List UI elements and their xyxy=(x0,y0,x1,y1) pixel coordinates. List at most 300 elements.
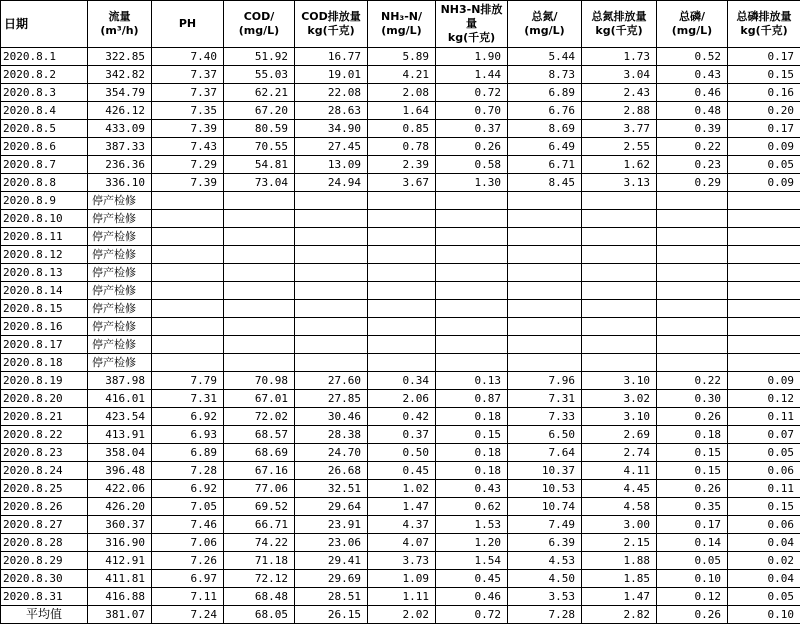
value-cell: 4.21 xyxy=(368,66,436,84)
value-cell: 3.10 xyxy=(582,408,657,426)
date-cell: 2020.8.18 xyxy=(1,354,88,372)
value-cell: 72.02 xyxy=(224,408,295,426)
date-cell: 2020.8.4 xyxy=(1,102,88,120)
value-cell: 6.92 xyxy=(152,408,224,426)
value-cell: 6.49 xyxy=(508,138,582,156)
header-text-line: kg(千克) xyxy=(307,24,355,37)
average-value-cell: 0.26 xyxy=(657,606,728,624)
value-cell: 0.50 xyxy=(368,444,436,462)
date-cell: 2020.8.9 xyxy=(1,192,88,210)
value-cell: 19.01 xyxy=(295,66,368,84)
empty-cell xyxy=(436,192,508,210)
header-text-line: PH xyxy=(178,17,197,30)
table-row xyxy=(1,120,800,138)
value-cell: 0.85 xyxy=(368,120,436,138)
maintenance-note-cell: 停产检修 xyxy=(88,210,152,228)
maintenance-note-cell: 停产检修 xyxy=(88,192,152,210)
header-text-line: 总磷排放量 xyxy=(736,10,792,23)
value-cell: 22.08 xyxy=(295,84,368,102)
value-cell: 4.50 xyxy=(508,570,582,588)
value-cell: 0.87 xyxy=(436,390,508,408)
average-value-cell: 7.24 xyxy=(152,606,224,624)
empty-cell xyxy=(436,210,508,228)
value-cell: 3.10 xyxy=(582,372,657,390)
table-row xyxy=(1,372,800,390)
value-cell: 1.02 xyxy=(368,480,436,498)
value-cell: 0.37 xyxy=(436,120,508,138)
value-cell: 7.37 xyxy=(152,66,224,84)
value-cell: 10.37 xyxy=(508,462,582,480)
empty-cell xyxy=(295,354,368,372)
table-row xyxy=(1,570,800,588)
empty-cell xyxy=(436,228,508,246)
value-cell: 0.12 xyxy=(657,588,728,606)
empty-cell xyxy=(368,192,436,210)
value-cell: 0.15 xyxy=(728,66,800,84)
value-cell: 433.09 xyxy=(88,120,152,138)
value-cell: 416.88 xyxy=(88,588,152,606)
value-cell: 3.02 xyxy=(582,390,657,408)
maintenance-note-cell: 停产检修 xyxy=(88,228,152,246)
value-cell: 2.74 xyxy=(582,444,657,462)
empty-cell xyxy=(728,264,800,282)
table-row xyxy=(1,66,800,84)
empty-cell xyxy=(368,264,436,282)
value-cell: 354.79 xyxy=(88,84,152,102)
header-text-line: 总氮排放量 xyxy=(591,10,647,23)
value-cell: 0.13 xyxy=(436,372,508,390)
value-cell: 0.45 xyxy=(436,570,508,588)
date-cell: 2020.8.22 xyxy=(1,426,88,444)
header-flow xyxy=(88,1,152,48)
value-cell: 6.93 xyxy=(152,426,224,444)
date-cell: 2020.8.7 xyxy=(1,156,88,174)
table-row xyxy=(1,588,800,606)
value-cell: 1.90 xyxy=(436,48,508,66)
value-cell: 236.36 xyxy=(88,156,152,174)
empty-cell xyxy=(152,336,224,354)
empty-cell xyxy=(508,282,582,300)
date-cell: 2020.8.28 xyxy=(1,534,88,552)
value-cell: 26.68 xyxy=(295,462,368,480)
value-cell: 0.23 xyxy=(657,156,728,174)
value-cell: 0.04 xyxy=(728,534,800,552)
value-cell: 10.74 xyxy=(508,498,582,516)
average-value-cell: 2.82 xyxy=(582,606,657,624)
value-cell: 426.20 xyxy=(88,498,152,516)
empty-cell xyxy=(728,210,800,228)
table-row xyxy=(1,138,800,156)
table-row xyxy=(1,426,800,444)
value-cell: 7.05 xyxy=(152,498,224,516)
value-cell: 7.06 xyxy=(152,534,224,552)
empty-cell xyxy=(368,246,436,264)
empty-cell xyxy=(295,318,368,336)
empty-cell xyxy=(436,336,508,354)
value-cell: 0.15 xyxy=(657,462,728,480)
value-cell: 28.38 xyxy=(295,426,368,444)
value-cell: 7.64 xyxy=(508,444,582,462)
header-text-line: kg(千克) xyxy=(595,24,643,37)
empty-cell xyxy=(295,300,368,318)
value-cell: 416.01 xyxy=(88,390,152,408)
value-cell: 0.43 xyxy=(657,66,728,84)
value-cell: 3.00 xyxy=(582,516,657,534)
date-cell: 2020.8.31 xyxy=(1,588,88,606)
value-cell: 0.46 xyxy=(657,84,728,102)
empty-cell xyxy=(657,210,728,228)
date-cell: 2020.8.10 xyxy=(1,210,88,228)
value-cell: 0.17 xyxy=(728,48,800,66)
value-cell: 6.50 xyxy=(508,426,582,444)
value-cell: 0.05 xyxy=(728,156,800,174)
value-cell: 0.15 xyxy=(728,498,800,516)
maintenance-note-cell: 停产检修 xyxy=(88,264,152,282)
value-cell: 2.88 xyxy=(582,102,657,120)
header-text-line: COD/ xyxy=(243,10,275,23)
date-cell: 2020.8.30 xyxy=(1,570,88,588)
value-cell: 0.72 xyxy=(436,84,508,102)
value-cell: 0.09 xyxy=(728,174,800,192)
date-cell: 2020.8.6 xyxy=(1,138,88,156)
average-value-cell: 381.07 xyxy=(88,606,152,624)
empty-cell xyxy=(224,192,295,210)
value-cell: 0.52 xyxy=(657,48,728,66)
table-row xyxy=(1,48,800,66)
date-cell: 2020.8.2 xyxy=(1,66,88,84)
date-cell: 2020.8.5 xyxy=(1,120,88,138)
empty-cell xyxy=(295,282,368,300)
header-text-line: 量 xyxy=(466,17,477,30)
value-cell: 74.22 xyxy=(224,534,295,552)
header-text-line: 总氮/ xyxy=(531,10,558,23)
value-cell: 0.11 xyxy=(728,408,800,426)
date-cell: 2020.8.12 xyxy=(1,246,88,264)
date-cell: 2020.8.8 xyxy=(1,174,88,192)
value-cell: 0.58 xyxy=(436,156,508,174)
value-cell: 0.11 xyxy=(728,480,800,498)
value-cell: 0.15 xyxy=(657,444,728,462)
value-cell: 0.17 xyxy=(728,120,800,138)
empty-cell xyxy=(368,354,436,372)
empty-cell xyxy=(152,300,224,318)
value-cell: 7.40 xyxy=(152,48,224,66)
empty-cell xyxy=(657,246,728,264)
value-cell: 24.94 xyxy=(295,174,368,192)
empty-cell xyxy=(224,228,295,246)
average-label: 平均值 xyxy=(1,606,88,624)
value-cell: 29.41 xyxy=(295,552,368,570)
empty-cell xyxy=(295,192,368,210)
value-cell: 73.04 xyxy=(224,174,295,192)
value-cell: 1.47 xyxy=(368,498,436,516)
table-row xyxy=(1,444,800,462)
maintenance-note-cell: 停产检修 xyxy=(88,336,152,354)
date-cell: 2020.8.3 xyxy=(1,84,88,102)
table-row xyxy=(1,102,800,120)
value-cell: 2.08 xyxy=(368,84,436,102)
value-cell: 0.30 xyxy=(657,390,728,408)
header-ph xyxy=(152,1,224,48)
table-row xyxy=(1,282,800,300)
empty-cell xyxy=(295,228,368,246)
value-cell: 0.18 xyxy=(436,462,508,480)
value-cell: 0.02 xyxy=(728,552,800,570)
value-cell: 0.05 xyxy=(728,444,800,462)
table-header-row xyxy=(1,1,800,48)
maintenance-note-cell: 停产检修 xyxy=(88,282,152,300)
empty-cell xyxy=(436,318,508,336)
empty-cell xyxy=(582,210,657,228)
header-total-nitrogen-discharge xyxy=(582,1,657,48)
value-cell: 68.48 xyxy=(224,588,295,606)
value-cell: 2.15 xyxy=(582,534,657,552)
header-text-line: kg(千克) xyxy=(447,31,496,44)
table-row xyxy=(1,246,800,264)
value-cell: 411.81 xyxy=(88,570,152,588)
value-cell: 1.73 xyxy=(582,48,657,66)
value-cell: 3.73 xyxy=(368,552,436,570)
value-cell: 0.06 xyxy=(728,462,800,480)
value-cell: 7.46 xyxy=(152,516,224,534)
value-cell: 6.92 xyxy=(152,480,224,498)
value-cell: 3.77 xyxy=(582,120,657,138)
empty-cell xyxy=(295,264,368,282)
value-cell: 342.82 xyxy=(88,66,152,84)
table-row xyxy=(1,174,800,192)
date-cell: 2020.8.25 xyxy=(1,480,88,498)
table-row xyxy=(1,408,800,426)
value-cell: 0.22 xyxy=(657,138,728,156)
value-cell: 0.17 xyxy=(657,516,728,534)
value-cell: 29.69 xyxy=(295,570,368,588)
value-cell: 4.45 xyxy=(582,480,657,498)
value-cell: 396.48 xyxy=(88,462,152,480)
value-cell: 32.51 xyxy=(295,480,368,498)
date-cell: 2020.8.13 xyxy=(1,264,88,282)
date-cell: 2020.8.14 xyxy=(1,282,88,300)
empty-cell xyxy=(295,210,368,228)
value-cell: 6.89 xyxy=(152,444,224,462)
value-cell: 0.46 xyxy=(436,588,508,606)
empty-cell xyxy=(368,318,436,336)
header-nh3n-discharge xyxy=(436,1,508,48)
empty-cell xyxy=(582,318,657,336)
table-row xyxy=(1,318,800,336)
header-text-line: (mg/L) xyxy=(524,24,565,37)
table-row xyxy=(1,264,800,282)
maintenance-note-cell: 停产检修 xyxy=(88,246,152,264)
header-text-line: NH3-N排放 xyxy=(440,3,503,16)
header-nh3n xyxy=(368,1,436,48)
empty-cell xyxy=(728,192,800,210)
value-cell: 34.90 xyxy=(295,120,368,138)
value-cell: 77.06 xyxy=(224,480,295,498)
header-total-phosphorus xyxy=(657,1,728,48)
value-cell: 1.53 xyxy=(436,516,508,534)
header-text-line: (mg/L) xyxy=(238,24,280,37)
empty-cell xyxy=(728,318,800,336)
value-cell: 4.53 xyxy=(508,552,582,570)
value-cell: 0.26 xyxy=(657,408,728,426)
table-body xyxy=(1,48,800,624)
value-cell: 7.28 xyxy=(152,462,224,480)
header-text-line: kg(千克) xyxy=(740,24,788,37)
empty-cell xyxy=(582,300,657,318)
empty-cell xyxy=(436,300,508,318)
value-cell: 1.44 xyxy=(436,66,508,84)
table-row xyxy=(1,534,800,552)
empty-cell xyxy=(152,318,224,336)
value-cell: 29.64 xyxy=(295,498,368,516)
date-cell: 2020.8.11 xyxy=(1,228,88,246)
value-cell: 1.85 xyxy=(582,570,657,588)
value-cell: 387.98 xyxy=(88,372,152,390)
value-cell: 0.48 xyxy=(657,102,728,120)
value-cell: 0.37 xyxy=(368,426,436,444)
value-cell: 0.18 xyxy=(436,408,508,426)
value-cell: 55.03 xyxy=(224,66,295,84)
value-cell: 16.77 xyxy=(295,48,368,66)
value-cell: 3.53 xyxy=(508,588,582,606)
value-cell: 358.04 xyxy=(88,444,152,462)
empty-cell xyxy=(728,354,800,372)
value-cell: 360.37 xyxy=(88,516,152,534)
empty-cell xyxy=(436,354,508,372)
value-cell: 70.55 xyxy=(224,138,295,156)
date-cell: 2020.8.27 xyxy=(1,516,88,534)
table-row xyxy=(1,210,800,228)
value-cell: 1.11 xyxy=(368,588,436,606)
value-cell: 67.20 xyxy=(224,102,295,120)
value-cell: 72.12 xyxy=(224,570,295,588)
value-cell: 0.12 xyxy=(728,390,800,408)
value-cell: 4.58 xyxy=(582,498,657,516)
date-cell: 2020.8.16 xyxy=(1,318,88,336)
value-cell: 0.07 xyxy=(728,426,800,444)
empty-cell xyxy=(295,246,368,264)
table-row xyxy=(1,192,800,210)
table-row xyxy=(1,300,800,318)
value-cell: 7.43 xyxy=(152,138,224,156)
maintenance-note-cell: 停产检修 xyxy=(88,300,152,318)
empty-cell xyxy=(657,192,728,210)
value-cell: 7.26 xyxy=(152,552,224,570)
header-text-line: NH₃-N/ xyxy=(380,10,423,23)
value-cell: 0.14 xyxy=(657,534,728,552)
date-cell: 2020.8.24 xyxy=(1,462,88,480)
header-text-line: (m³/h) xyxy=(100,24,139,37)
value-cell: 3.13 xyxy=(582,174,657,192)
value-cell: 1.64 xyxy=(368,102,436,120)
empty-cell xyxy=(152,210,224,228)
value-cell: 27.85 xyxy=(295,390,368,408)
maintenance-note-cell: 停产检修 xyxy=(88,354,152,372)
value-cell: 8.73 xyxy=(508,66,582,84)
empty-cell xyxy=(508,318,582,336)
empty-cell xyxy=(152,264,224,282)
empty-cell xyxy=(368,210,436,228)
value-cell: 2.69 xyxy=(582,426,657,444)
value-cell: 4.11 xyxy=(582,462,657,480)
table-row xyxy=(1,516,800,534)
value-cell: 71.18 xyxy=(224,552,295,570)
table-row xyxy=(1,354,800,372)
average-value-cell: 26.15 xyxy=(295,606,368,624)
value-cell: 0.16 xyxy=(728,84,800,102)
value-cell: 7.79 xyxy=(152,372,224,390)
date-cell: 2020.8.23 xyxy=(1,444,88,462)
empty-cell xyxy=(295,336,368,354)
value-cell: 7.31 xyxy=(508,390,582,408)
empty-cell xyxy=(582,354,657,372)
empty-cell xyxy=(728,336,800,354)
value-cell: 6.71 xyxy=(508,156,582,174)
value-cell: 0.18 xyxy=(436,444,508,462)
empty-cell xyxy=(224,336,295,354)
header-total-phosphorus-discharge xyxy=(728,1,800,48)
empty-cell xyxy=(508,246,582,264)
value-cell: 67.16 xyxy=(224,462,295,480)
empty-cell xyxy=(582,336,657,354)
value-cell: 426.12 xyxy=(88,102,152,120)
value-cell: 0.18 xyxy=(657,426,728,444)
value-cell: 68.57 xyxy=(224,426,295,444)
value-cell: 0.26 xyxy=(657,480,728,498)
value-cell: 27.60 xyxy=(295,372,368,390)
value-cell: 2.06 xyxy=(368,390,436,408)
maintenance-note-cell: 停产检修 xyxy=(88,318,152,336)
value-cell: 27.45 xyxy=(295,138,368,156)
value-cell: 6.97 xyxy=(152,570,224,588)
value-cell: 0.62 xyxy=(436,498,508,516)
header-text-line: (mg/L) xyxy=(381,24,422,37)
value-cell: 54.81 xyxy=(224,156,295,174)
value-cell: 0.70 xyxy=(436,102,508,120)
header-text-line: 总磷/ xyxy=(678,10,706,23)
table-row xyxy=(1,552,800,570)
value-cell: 3.67 xyxy=(368,174,436,192)
empty-cell xyxy=(152,228,224,246)
value-cell: 28.63 xyxy=(295,102,368,120)
value-cell: 0.04 xyxy=(728,570,800,588)
empty-cell xyxy=(436,264,508,282)
average-row xyxy=(1,606,800,624)
empty-cell xyxy=(728,300,800,318)
empty-cell xyxy=(582,282,657,300)
value-cell: 68.69 xyxy=(224,444,295,462)
value-cell: 0.35 xyxy=(657,498,728,516)
empty-cell xyxy=(582,264,657,282)
empty-cell xyxy=(368,300,436,318)
empty-cell xyxy=(582,246,657,264)
average-value-cell: 7.28 xyxy=(508,606,582,624)
table-row xyxy=(1,336,800,354)
date-cell: 2020.8.21 xyxy=(1,408,88,426)
value-cell: 0.45 xyxy=(368,462,436,480)
empty-cell xyxy=(582,228,657,246)
value-cell: 69.52 xyxy=(224,498,295,516)
value-cell: 1.30 xyxy=(436,174,508,192)
value-cell: 6.39 xyxy=(508,534,582,552)
value-cell: 7.49 xyxy=(508,516,582,534)
value-cell: 1.47 xyxy=(582,588,657,606)
value-cell: 413.91 xyxy=(88,426,152,444)
date-cell: 2020.8.26 xyxy=(1,498,88,516)
value-cell: 0.15 xyxy=(436,426,508,444)
table-row xyxy=(1,390,800,408)
header-cod-discharge xyxy=(295,1,368,48)
